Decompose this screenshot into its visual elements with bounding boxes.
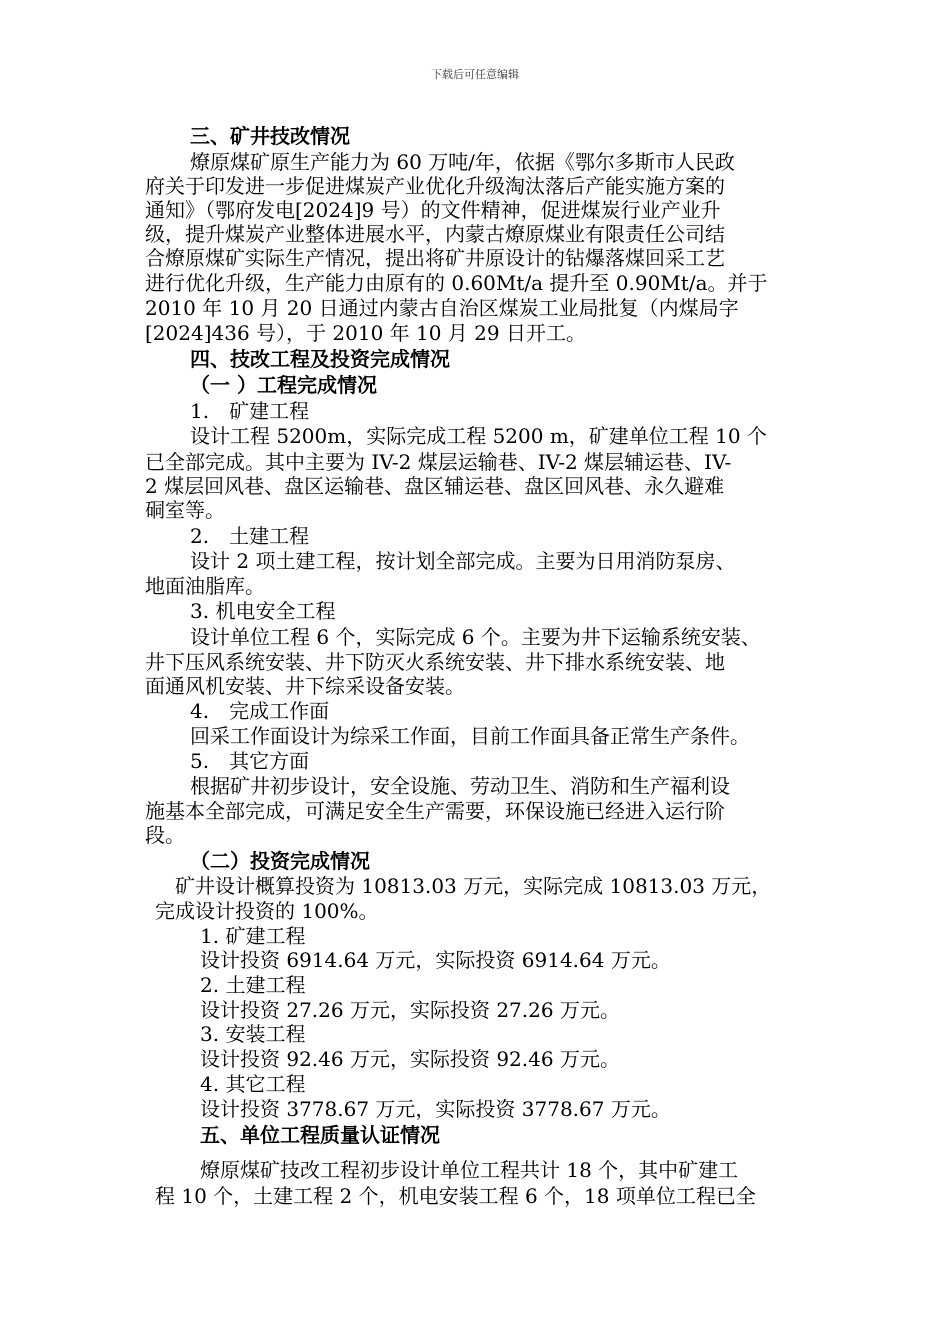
text-line: 设计工程 5200m，实际完成工程 5200 m，矿建单位工程 10 个: [190, 424, 767, 448]
text-line: 已全部完成。其中主要为 IV-2 煤层运输巷、IV-2 煤层辅运巷、IV-: [145, 450, 732, 474]
text-line: 段。: [145, 823, 185, 847]
text-line: 4. 完成工作面: [190, 699, 330, 723]
text-line: 1. 矿建工程: [200, 924, 306, 948]
text-line: 级，提升煤炭产业整体进展水平，内蒙古燎原煤业有限责任公司结: [145, 222, 725, 246]
text-line: 地面油脂库。: [145, 574, 265, 598]
text-line: 2. 土建工程: [200, 973, 306, 997]
text-line: 5. 其它方面: [190, 749, 310, 773]
text-line: 通知》（鄂府发电[2024]9 号）的文件精神，促进煤炭行业产业升: [145, 198, 721, 222]
text-line: 井下压风系统安装、井下防灭火系统安装、井下排水系统安装、地: [145, 650, 725, 674]
section-heading: 三、矿井技改情况: [190, 124, 350, 148]
text-line: 设计单位工程 6 个，实际完成 6 个。主要为井下运输系统安装、: [190, 625, 761, 649]
text-line: 进行优化升级，生产能力由原有的 0.60Mt/a 提升至 0.90Mt/a。并于: [145, 271, 768, 295]
text-line: 设计投资 92.46 万元，实际投资 92.46 万元。: [200, 1047, 620, 1071]
text-line: 矿井设计概算投资为 10813.03 万元，实际完成 10813.03 万元，: [175, 874, 772, 898]
section-heading: （一 ）工程完成情况: [190, 373, 377, 397]
text-line: 设计投资 27.26 万元，实际投资 27.26 万元。: [200, 998, 620, 1022]
section-heading: 四、技改工程及投资完成情况: [190, 347, 450, 371]
text-line: 2 煤层回风巷、盘区运输巷、盘区辅运巷、盘区回风巷、永久避难: [145, 474, 725, 498]
text-line: 2010 年 10 月 20 日通过内蒙古自治区煤炭工业局批复（内煤局字: [145, 296, 739, 320]
text-line: 1. 矿建工程: [190, 399, 310, 423]
text-line: 3. 安装工程: [200, 1022, 306, 1046]
text-line: 燎原煤矿技改工程初步设计单位工程共计 18 个，其中矿建工: [200, 1158, 739, 1182]
section-heading: 五、单位工程质量认证情况: [200, 1123, 440, 1147]
text-line: 面通风机安装、井下综采设备安装。: [145, 674, 465, 698]
page-header: 下载后可任意编辑: [431, 68, 519, 81]
text-line: 施基本全部完成，可满足安全生产需要，环保设施已经进入运行阶: [145, 799, 725, 823]
text-line: 府关于印发进一步促进煤炭产业优化升级淘汰落后产能实施方案的: [145, 174, 725, 198]
text-line: 程 10 个，土建工程 2 个，机电安装工程 6 个，18 项单位工程已全: [155, 1184, 756, 1208]
text-line: 设计投资 3778.67 万元，实际投资 3778.67 万元。: [200, 1097, 671, 1121]
text-line: [2024]436 号），于 2010 年 10 月 29 日开工。: [145, 321, 586, 345]
text-line: 4. 其它工程: [200, 1072, 306, 1096]
text-line: 根据矿井初步设计，安全设施、劳动卫生、消防和生产福利设: [190, 774, 730, 798]
text-line: 设计投资 6914.64 万元，实际投资 6914.64 万元。: [200, 948, 671, 972]
text-line: 硐室等。: [145, 498, 225, 522]
text-line: 完成设计投资的 100%。: [155, 899, 379, 923]
section-heading: （二）投资完成情况: [190, 849, 370, 873]
text-line: 燎原煤矿原生产能力为 60 万吨/年，依据《鄂尔多斯市人民政: [190, 150, 735, 174]
text-line: 回采工作面设计为综采工作面，目前工作面具备正常生产条件。: [190, 724, 750, 748]
text-line: 合燎原煤矿实际生产情况，提出将矿井原设计的钻爆落煤回采工艺: [145, 246, 725, 270]
text-line: 设计 2 项土建工程，按计划全部完成。主要为日用消防泵房、: [190, 549, 736, 573]
text-line: 2. 土建工程: [190, 524, 310, 548]
text-line: 3. 机电安全工程: [190, 599, 336, 623]
